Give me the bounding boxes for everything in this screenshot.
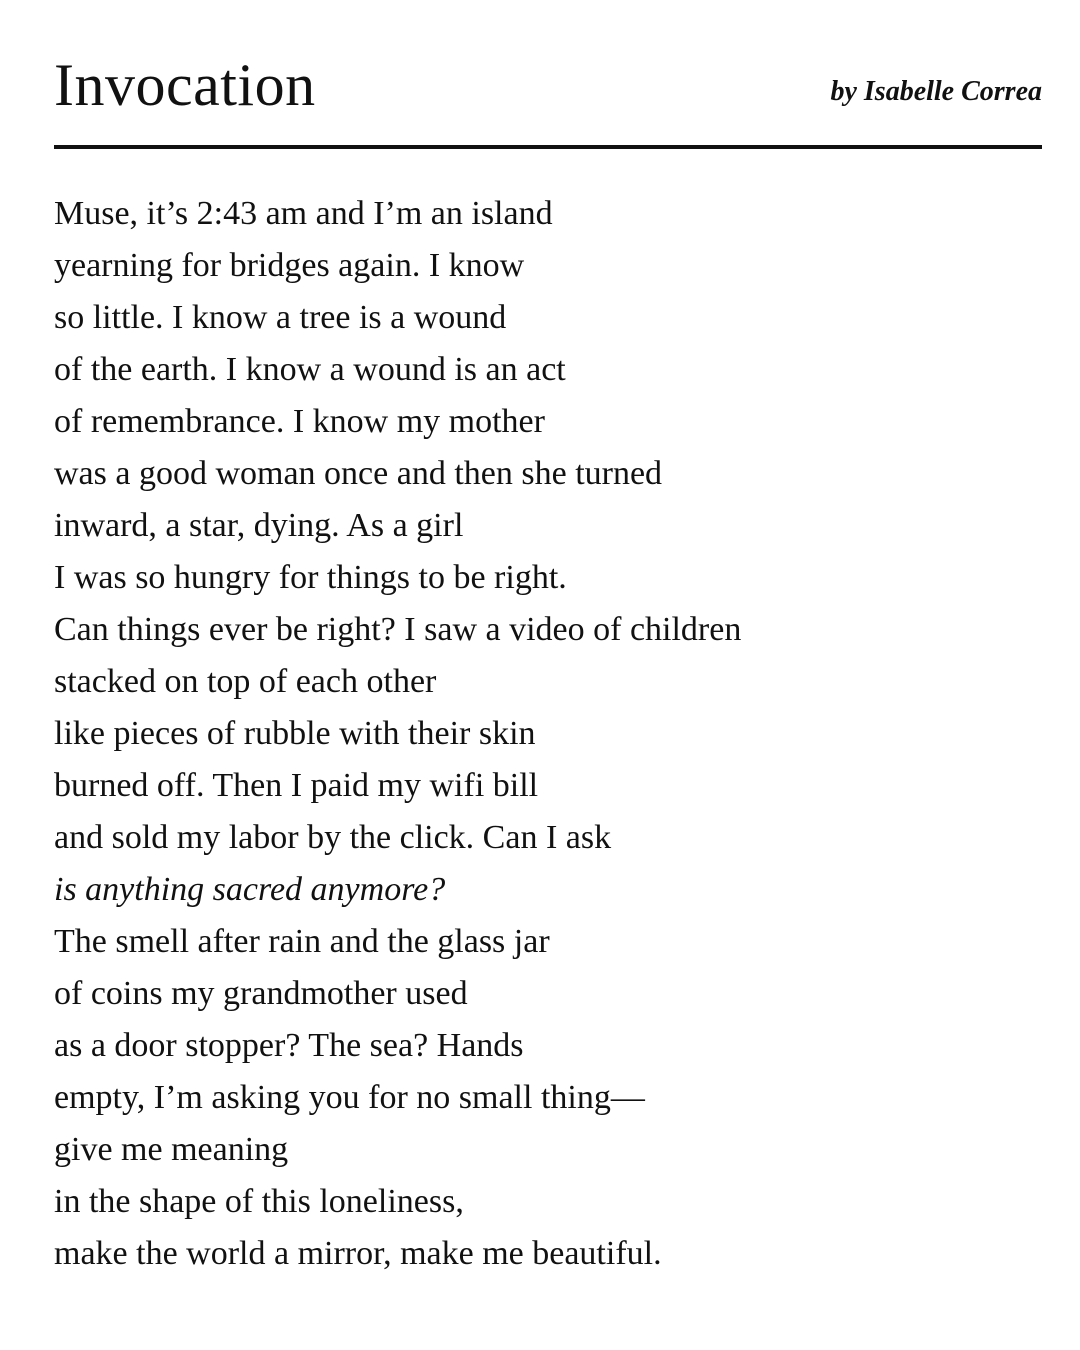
- poem-line: like pieces of rubble with their skin: [54, 715, 536, 752]
- poem-line: I was so hungry for things to be right.: [54, 559, 567, 596]
- poem-line: in the shape of this loneliness,: [54, 1183, 464, 1220]
- poem-line: of remembrance. I know my mother: [54, 403, 545, 440]
- poem-line: is anything sacred anymore?: [54, 871, 446, 908]
- poem-line: Muse, it’s 2:43 am and I’m an island: [54, 195, 553, 232]
- poem-byline: by Isabelle Correa: [830, 76, 1042, 107]
- poem-line: make the world a mirror, make me beautiful.: [54, 1235, 662, 1272]
- poem-line: empty, I’m asking you for no small thing—: [54, 1079, 645, 1116]
- poem-line: was a good woman once and then she turned: [54, 455, 663, 492]
- poem-body: [54, 188, 1040, 1280]
- poem-line: give me meaning: [54, 1131, 289, 1168]
- poem-line: so little. I know a tree is a wound: [54, 299, 507, 336]
- poem-line: of the earth. I know a wound is an act: [54, 351, 566, 388]
- poem-header: [54, 50, 1042, 120]
- poem-line: stacked on top of each other: [54, 663, 437, 700]
- poem-line: of coins my grandmother used: [54, 975, 468, 1012]
- poem-line: and sold my labor by the click. Can I ask: [54, 819, 612, 856]
- poem-line: as a door stopper? The sea? Hands: [54, 1027, 524, 1064]
- poem-line: inward, a star, dying. As a girl: [54, 507, 464, 544]
- poem-line: The smell after rain and the glass jar: [54, 923, 550, 960]
- title-divider: [54, 145, 1042, 149]
- poem-line: yearning for bridges again. I know: [54, 247, 525, 284]
- poem-line: Can things ever be right? I saw a video of children: [54, 611, 742, 648]
- poem-title: Invocation: [54, 52, 316, 118]
- poem-line: burned off. Then I paid my wifi bill: [54, 767, 539, 804]
